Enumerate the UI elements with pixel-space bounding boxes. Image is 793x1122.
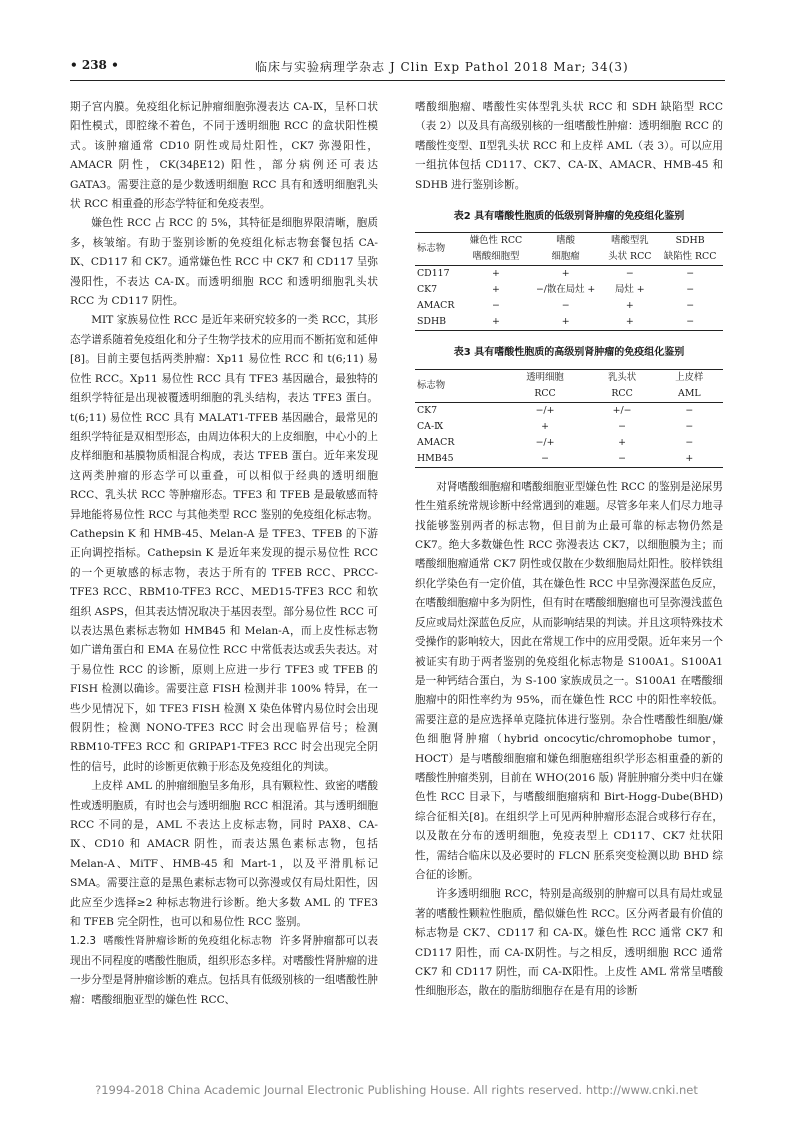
table-2-col-header: 嗜酸 (556, 235, 575, 247)
table-row-label: AMACR (417, 436, 455, 448)
spacer (415, 468, 723, 478)
table-cell: − (561, 300, 570, 312)
table-3-caption: 表3 具有嗜酸性胞质的高级别肾肿瘤的免疫组化鉴别 (453, 347, 685, 359)
journal-title: 临床与实验病理学杂志 J Clin Exp Pathol 2018 Mar; 34(3) (255, 60, 629, 74)
table-row (415, 435, 723, 451)
section-title: 嗜酸性肾肿瘤诊断的免疫组化标志物 (103, 936, 273, 948)
table-cell: + (492, 268, 500, 280)
right-paragraph-3: 许多透明细胞 RCC，特别是高级别的肿瘤可以具有局灶或显著的嗜酸性颗粒性胞质，酷似嫌色性 RCC。区分两者最有价值的标志物是 CK7、CD117 和 CA-Ⅸ。嫌色性 RCC 通常 CK7 和 CD117 阳性，而 CA-Ⅸ阴性。与之相反，透明细胞 RCC 通常 CK7 和 CD117 阴性，而 CA-Ⅸ阳性。上皮性 AML 常常呈嗜酸性细胞形态，散在的脂肪细胞存在是有用的诊断 (415, 888, 723, 998)
left-paragraph-1: 期子宫内膜。免疫组化标记肿瘤细胞弥漫表达 CA-Ⅸ，呈杯口状阳性模式，即腔缘不着色，不同于透明细胞 RCC 的盒状阳性模式。该肿瘤通常 CD10 阴性或局灶阳性，CK7 弥漫阳性，AMACR 阴性，CK(34βE12) 阳性，部分病例还可表达 GATA3。需要注意的是少数透明细胞 RCC 具有和透明细胞乳头状 RCC 相重叠的形态学特征和免疫表型。 (70, 101, 378, 211)
table-cell: + (492, 284, 500, 296)
table-cell: + (492, 316, 500, 328)
right-column (415, 98, 723, 1002)
table-3-col-header: 透明细胞 (526, 371, 564, 383)
table-cell: + (561, 268, 570, 280)
left-paragraph-2: 嫌色性 RCC 占 RCC 的 5%，其特征是细胞界限清晰，胞质多，核皱缩。有助于鉴别诊断的免疫组化标志物套餐包括 CA-Ⅸ、CD117 和 CK7。通常嫌色性 RCC 中 CK7 和 CD117 呈弥漫阳性，不表达 CA-Ⅸ。而透明细胞 RCC 和透明细胞乳头状 RCC 为 CD117 阴性。 (70, 217, 378, 308)
table-2-col-header: SDHB (675, 235, 705, 247)
table-3-col-subheader: RCC (588, 386, 655, 403)
table-cell: − (686, 268, 695, 280)
table-2-corner: 标志物 (415, 233, 463, 266)
table-row (415, 419, 723, 435)
table-cell: + (561, 316, 570, 328)
table-2-col-subheader: 嗜酸细胞型 (463, 249, 529, 266)
table-row-label: SDHB (417, 316, 447, 328)
table-2-col-header: 嗜酸型乳 (611, 235, 649, 247)
table-cell: 局灶 + (615, 284, 645, 296)
table-cell: + (685, 452, 694, 464)
left-paragraph-4: 上皮样 AML 的肿瘤细胞呈多角形，具有颗粒性、致密的嗜酸性或透明胞质，有时也会与透明细胞 RCC 相混淆。其与透明细胞 RCC 不同的是，AML 不表达上皮标志物，同时 PAX8、CA-Ⅸ、CD10 和 AMACR 阴性，而表达黑色素标志物，包括 Melan-A、MiTF、HMB-45 和 Mart-1，以及平滑肌标记 SMA。需要注意的是黑色素标志物可以弥漫或仅有局灶阳性，因此应至少选择≥2 种标志物进行诊断。绝大多数 AML 的 TFE3 和 TFEB 完全阴性，也可以和易位性 RCC 鉴别。 (70, 780, 378, 929)
table-3 (415, 369, 723, 468)
table-row-label: CD117 (417, 268, 450, 280)
table-3-col-subheader: AML (656, 386, 723, 403)
table-cell: −/+ (535, 436, 555, 448)
table-cell: − (686, 300, 695, 312)
table-2-caption: 表2 具有嗜酸性胞质的低级别肾肿瘤的免疫组化鉴别 (453, 211, 685, 223)
table-row-label: CK7 (417, 284, 438, 296)
header-rule (70, 80, 725, 81)
table-row (415, 282, 723, 298)
left-column (70, 98, 378, 1010)
page-number: • 238 • (70, 58, 119, 72)
table-cell: + (625, 300, 634, 312)
section-1-2-3 (70, 932, 378, 1010)
table-cell: − (625, 268, 634, 280)
table-2 (415, 232, 723, 331)
table-row-label: HMB45 (417, 452, 454, 464)
table-cell: − (541, 452, 549, 464)
table-2-col-subheader: 细胞瘤 (529, 249, 603, 266)
copyright-footer: ?1994-2018 China Academic Journal Electronic Publishing House. All rights reserved. http://www.cnki.net (95, 1083, 698, 1097)
table-row (415, 402, 723, 419)
table-row (415, 298, 723, 314)
table-cell: − (685, 420, 694, 432)
table-cell: +/− (612, 404, 632, 416)
table-cell: − (618, 420, 626, 432)
section-number: 1.2.3 (70, 936, 96, 948)
left-paragraph-3: MIT 家族易位性 RCC 是近年来研究较多的一类 RCC，其形态学谱系随着免疫组化和分子生物学技术的应用而不断拓宽和延伸[8]。目前主要包括两类肿瘤：Xp11 易位性 RCC 和 t(6;11) 易位性 RCC。Xp11 易位性 RCC 具有 TFE3 基因融合，最独特的组织学特征是出现被覆透明细胞的乳头结构，表达 TFE3 蛋白。t(6;11) 易位性 RCC 具有 MALAT1-TFEB 基因融合，最常见的组织学特征是双相型形态，由周边体积大的上皮细胞，中心小的上皮样细胞和基膜物质相混合构成，表达 TFEB 蛋白。近年来发现这两类肿瘤的形态学可以重叠，可以相似于经典的透明细胞 RCC、乳头状 RCC 等肿瘤形态。TFE3 和 TFEB 是最敏感而特异地能将易位性 RCC 与其他类型 RCC 鉴别的免疫组化标志物。Cathepsin K 和 HMB-45、Melan-A 是 TFE3、TFEB 的下游正向调控指标。Cathepsin K 是近年来发现的提示易位性 RCC 的一个更敏感的标志物，表达于所有的 TFEB RCC、PRCC-TFE3 RCC、RBM10-TFE3 RCC、MED15-TFE3 RCC 和软组织 ASPS，但其表达情况取决于基因表型。部分易位性 RCC 可以表达黑色素标志物如 HMB45 和 Melan-A，而上皮性标志物如广谱角蛋白和 EMA 在易位性 RCC 中常低表达或丢失表达。对于易位性 RCC 的诊断，原则上应进一步行 TFE3 或 TFEB 的 FISH 检测以确诊。需要注意 FISH 检测并非 100% 特异，在一些少见情况下，如 TFE3 FISH 检测 X 染色体臂内易位时会出现假阴性；检测 NONO-TFE3 RCC 时会出现临界信号；检测 RBM10-TFE3 RCC 和 GRIPAP1-TFE3 RCC 时会出现完全阴性的信号，此时的诊断更依赖于形态及免疫组化的判读。 (70, 314, 378, 773)
right-paragraph-2: 对肾嗜酸细胞瘤和嗜酸细胞亚型嫌色性 RCC 的鉴别是泌尿男性生殖系统常规诊断中经常遇到的难题。尽管多年来人们尽力地寻找能够鉴别两者的标志物，但目前为止最可靠的标志物仍然是 CK7。绝大多数嫌色性 RCC 弥漫表达 CK7，以细胞膜为主；而嗜酸细胞瘤通常 CK7 阴性或仅散在少数细胞局灶阳性。胶样铁组织化学染色有一定价值，其在嫌色性 RCC 中呈弥漫深蓝色反应，在嗜酸细胞瘤中多为阴性，但有时在嗜酸细胞瘤也可呈弥漫浅蓝色反应或局灶深蓝色反应，从而影响结果的判读。并且这项特殊技术受操作的影响较大，因此在常规工作中的应用受限。近年来另一个被证实有助于两者鉴别的免疫组化标志物是 S100A1。S100A1 是一种钙结合蛋白，为 S-100 家族成员之一。S100A1 在嗜酸细胞瘤中的阳性率约为 95%，而在嫌色性 RCC 中的阳性率较低。需要注意的是应选择单克隆抗体进行鉴别。杂合性嗜酸性细胞/嫌色细胞肾肿瘤（hybrid oncocytic/chromophobe tumor，HOCT）是与嗜酸细胞瘤和嫌色细胞癌组织学形态相重叠的新的嗜酸性肿瘤类别，目前在 WHO(2016 版) 肾脏肿瘤分类中归在嫌色性 RCC 目录下，与嗜酸细胞瘤病和 Birt-Hogg-Dube(BHD) 综合征相关[8]。在组织学上可见两种肿瘤形态混合或移行存在，以及散在分布的透明细胞，免疫表型上 CD117、CK7 灶状阳性，需结合临床以及必要时的 FLCN 胚系突变检测以助 BHD 综合征的诊断。 (415, 480, 723, 881)
table-row-label: AMACR (417, 300, 455, 312)
table-cell: − (618, 452, 626, 464)
table-row-label: CK7 (417, 404, 438, 416)
table-2-col-subheader: 头状 RCC (602, 249, 657, 266)
table-2-col-subheader: 缺陷性 RCC (657, 249, 723, 266)
right-paragraph-1: 嗜酸细胞瘤、嗜酸性实体型乳头状 RCC 和 SDH 缺陷型 RCC（表 2）以及具有高级别核的一组嗜酸性肿瘤：透明细胞 RCC 的嗜酸性变型、Ⅱ型乳头状 RCC 和上皮样 AML（表 3）。可以应用一组抗体包括 CD117、CK7、CA-Ⅸ、AMACR、HMB-45 和 SDHB 进行鉴别诊断。 (415, 101, 723, 191)
table-3-corner: 标志物 (415, 369, 502, 402)
table-cell: + (625, 316, 634, 328)
table-cell: − (492, 300, 500, 312)
table-3-col-header: 上皮样 (675, 371, 704, 383)
table-row (415, 451, 723, 468)
table-cell: + (618, 436, 626, 448)
table-row (415, 266, 723, 283)
table-cell: − (686, 284, 695, 296)
table-cell: − (685, 436, 694, 448)
table-2-col-header: 嫌色性 RCC (469, 235, 523, 247)
table-3-col-subheader: RCC (502, 386, 589, 403)
table-cell: + (541, 420, 549, 432)
table-cell: − (685, 404, 694, 416)
table-row-label: CA-Ⅸ (417, 420, 444, 432)
table-cell: −/散在局灶 + (535, 284, 596, 296)
table-3-col-header: 乳头状 (608, 371, 637, 383)
section-paragraph: 许多肾肿瘤都可以表现出不同程度的嗜酸性胞质，组织形态多样。对嗜酸性肾肿瘤的进一步分型是肾肿瘤诊断的难点。包括具有低级别核的一组嗜酸性肿瘤：嗜酸细胞亚型的嫌色性 RCC、 (70, 935, 378, 1006)
table-row (415, 314, 723, 331)
table-cell: −/+ (535, 404, 555, 416)
table-cell: − (686, 316, 695, 328)
